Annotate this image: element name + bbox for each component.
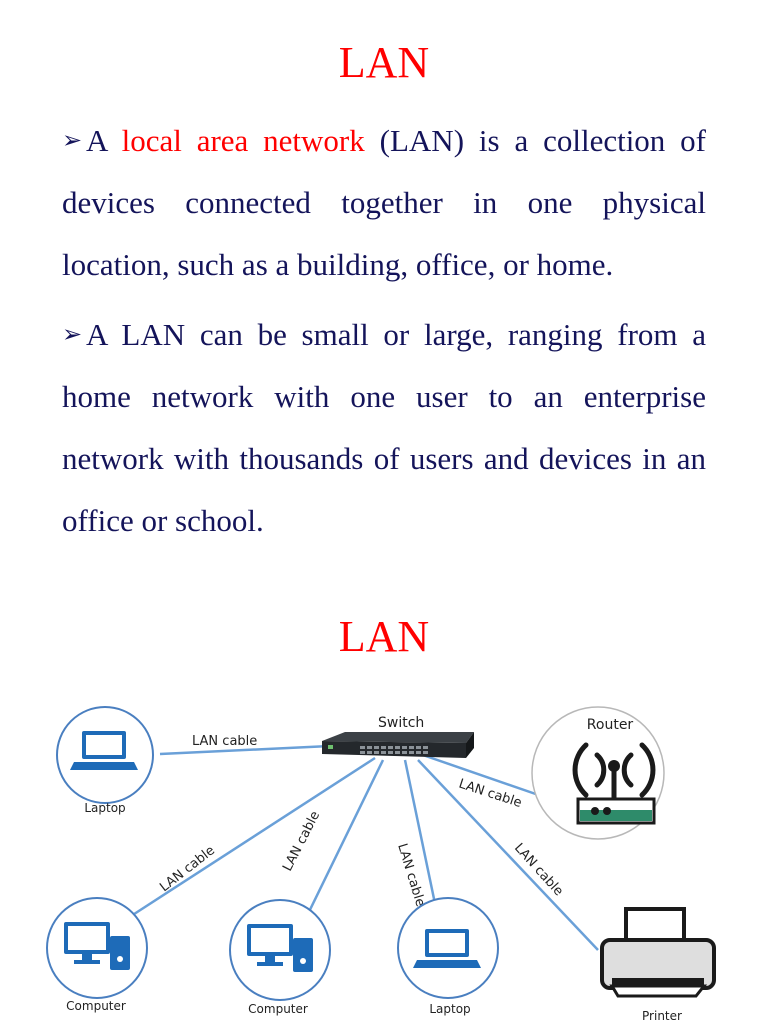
cable-label: LAN cable (394, 841, 428, 909)
switch-label: Switch (378, 715, 425, 731)
cable-label: LAN cable (511, 840, 566, 900)
router-node (532, 707, 664, 839)
laptop-label: Laptop (84, 801, 126, 815)
cable-labels (157, 734, 566, 909)
computer-label: Computer (248, 1002, 308, 1016)
computer-left-node (47, 898, 147, 1013)
switch-led-icon (328, 745, 333, 749)
bullet-text: LAN can be small or large, ranging from a home network with one user to an enterprise network with thousands of users and devices in an office or school. (62, 317, 706, 538)
highlight-term: local area network (121, 123, 365, 158)
cable-computer-mid (305, 760, 383, 920)
laptop-bottom-node (398, 898, 498, 1016)
arrow-bullet-icon: ➢ (62, 322, 83, 348)
bullet-item (62, 110, 706, 296)
router-base (580, 810, 652, 821)
computer-mid-node (230, 900, 330, 1016)
tower-icon (110, 936, 130, 970)
bullet-lead: A (86, 317, 107, 352)
laptop-base (413, 960, 481, 968)
cable-label: LAN cable (157, 843, 218, 896)
laptop-label: Laptop (429, 1002, 471, 1016)
diagram-title: LAN (338, 612, 430, 661)
router-label: Router (586, 717, 634, 733)
computer-label: Computer (66, 999, 126, 1013)
laptop-base (70, 762, 138, 770)
bullet-lead: A (86, 123, 107, 158)
router-antenna-tip (608, 760, 620, 772)
switch-icon (322, 741, 466, 758)
printer-label: Printer (642, 1009, 682, 1023)
printer-node (602, 909, 714, 1023)
bullet-text: (LAN) is a collection of devices connected together in one physical location, such as a building, office, or home. (62, 123, 707, 282)
laptop-screen (86, 735, 122, 755)
bullet-item (62, 304, 706, 552)
printer-tray (612, 986, 704, 996)
lan-diagram (0, 700, 768, 1024)
cable-label: LAN cable (192, 734, 258, 749)
cable-label: LAN cable (280, 808, 324, 874)
arrow-bullet-icon: ➢ (62, 128, 83, 154)
switch (322, 715, 474, 758)
tower-icon (293, 938, 313, 972)
bullet-list (62, 110, 706, 552)
page-title: LAN (338, 38, 430, 87)
laptop-top-node (57, 707, 153, 815)
cable-label: LAN cable (456, 776, 524, 811)
